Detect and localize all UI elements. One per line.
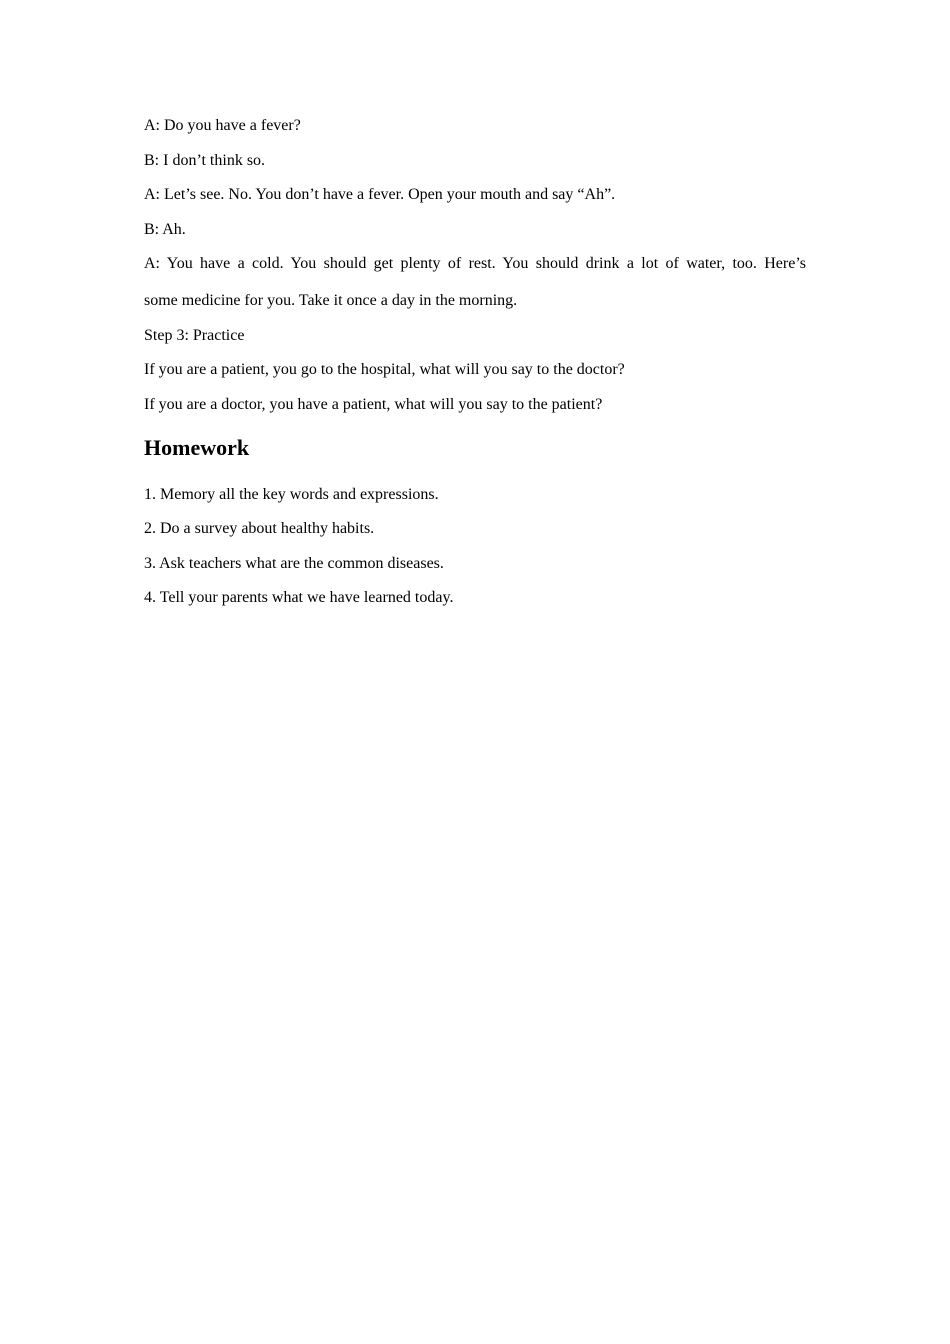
- document-page: [144, 116, 806, 623]
- homework-heading: Homework: [144, 434, 250, 460]
- dialogue-line: B: I don’t think so.: [144, 151, 266, 169]
- dialogue-line: some medicine for you. Take it once a day in the morning.: [144, 292, 518, 309]
- homework-item: 4. Tell your parents what we have learned today.: [144, 589, 454, 606]
- dialogue-line: B: Ah.: [144, 220, 186, 238]
- practice-question: If you are a doctor, you have a patient, what will you say to the patient?: [144, 395, 603, 413]
- dialogue-line: A: Do you have a fever?: [144, 117, 301, 134]
- homework-item: 3. Ask teachers what are the common diseases.: [144, 554, 444, 572]
- dialogue-paragraph: [144, 254, 806, 311]
- dialogue-line: A: You have a cold. You should get plenty of rest. You should drink a lot of water, too. Here’s: [144, 255, 806, 272]
- practice-question: If you are a patient, you go to the hospital, what will you say to the doctor?: [144, 361, 625, 378]
- homework-item: 2. Do a survey about healthy habits.: [144, 520, 375, 537]
- homework-item: 1. Memory all the key words and expressions.: [144, 485, 439, 503]
- dialogue-line: A: Let’s see. No. You don’t have a fever. Open your mouth and say “Ah”.: [144, 186, 616, 203]
- step-title: Step 3: Practice: [144, 326, 245, 344]
